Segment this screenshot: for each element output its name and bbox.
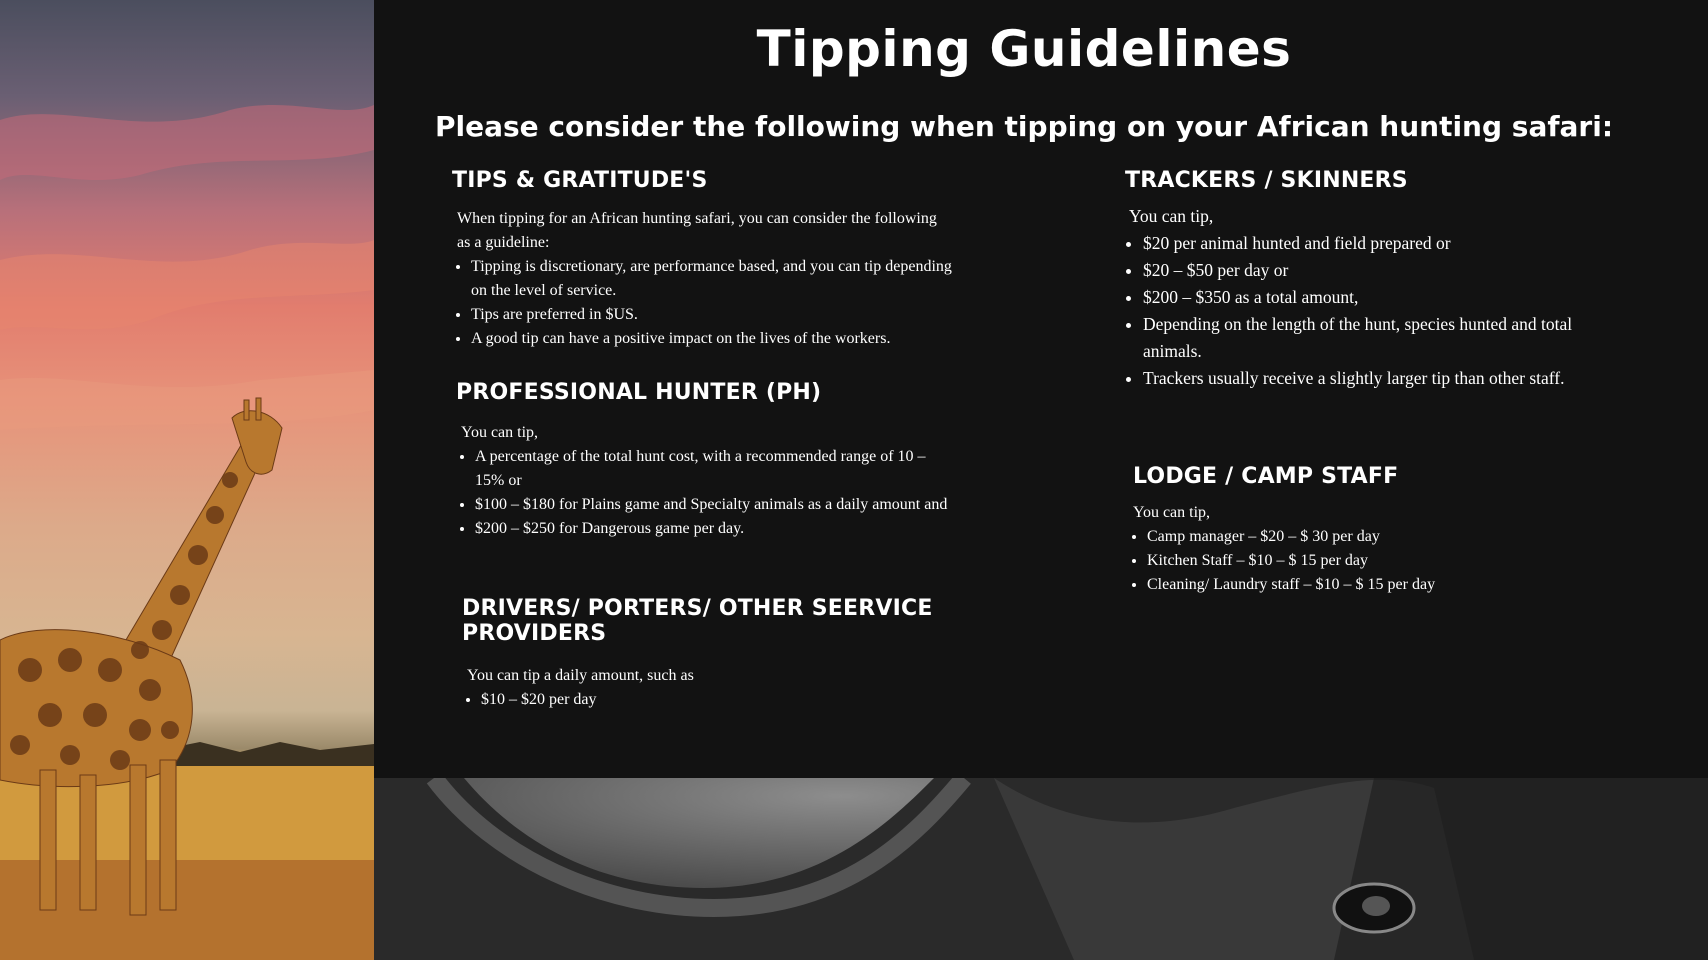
section-trackers <box>1125 168 1635 392</box>
list-item: • $200 – $350 as a total amount, <box>1143 284 1635 311</box>
section-ph <box>456 380 956 541</box>
buffalo-illustration <box>374 778 1708 960</box>
list-item: • Depending on the length of the hunt, species hunted and total animals. <box>1143 311 1635 365</box>
list-item: • Cleaning/ Laundry staff – $10 – $ 15 per day <box>1147 573 1613 597</box>
lodge-list <box>1133 525 1613 597</box>
section-intro-drivers: You can tip a daily amount, such as <box>467 667 694 684</box>
ph-list <box>461 445 956 541</box>
drivers-list <box>467 688 1082 712</box>
list-item: • Trackers usually receive a slightly larger tip than other staff. <box>1143 365 1635 392</box>
section-lodge <box>1133 464 1613 597</box>
page-title: Tipping Guidelines <box>756 20 1292 78</box>
section-intro-ph: You can tip, <box>461 424 539 441</box>
list-item: • $100 – $180 for Plains game and Specialty animals as a daily amount and <box>475 493 956 517</box>
section-heading-lodge: LODGE / CAMP STAFF <box>1133 464 1399 489</box>
list-item: • $10 – $20 per day <box>481 688 1082 712</box>
section-heading-drivers: DRIVERS/ PORTERS/ OTHER SEERVICE PROVIDERS <box>462 596 933 646</box>
trackers-list <box>1129 230 1635 392</box>
list-item: • $20 – $50 per day or <box>1143 257 1635 284</box>
buffalo-photo <box>374 778 1708 960</box>
list-item: • Kitchen Staff – $10 – $ 15 per day <box>1147 549 1613 573</box>
list-item: • $20 per animal hunted and field prepared or <box>1143 230 1635 257</box>
list-item: • Tipping is discretionary, are performance based, and you can tip depending on the level of service. <box>471 255 952 303</box>
section-intro-trackers: You can tip, <box>1129 206 1214 226</box>
list-item: • Camp manager – $20 – $ 30 per day <box>1147 525 1613 549</box>
giraffe-photo <box>0 0 374 960</box>
section-intro-lodge: You can tip, <box>1133 504 1211 521</box>
section-heading-ph: PROFESSIONAL HUNTER (PH) <box>456 380 822 405</box>
list-item: • $200 – $250 for Dangerous game per day. <box>475 517 956 541</box>
section-heading-trackers: TRACKERS / SKINNERS <box>1125 168 1408 193</box>
tips-list <box>457 255 952 351</box>
section-heading-tips: TIPS & GRATITUDE'S <box>452 168 708 193</box>
section-intro-tips: When tipping for an African hunting safari, you can consider the following as a guideline: <box>457 210 937 251</box>
list-item: • A good tip can have a positive impact on the lives of the workers. <box>471 327 952 351</box>
giraffe-illustration <box>0 0 374 960</box>
page-subtitle: Please consider the following when tipping on your African hunting safari: <box>434 110 1614 143</box>
section-drivers <box>462 596 1082 712</box>
list-item: • Tips are preferred in $US. <box>471 303 952 327</box>
list-item: • A percentage of the total hunt cost, with a recommended range of 10 – 15% or <box>475 445 956 493</box>
section-tips <box>452 168 952 351</box>
